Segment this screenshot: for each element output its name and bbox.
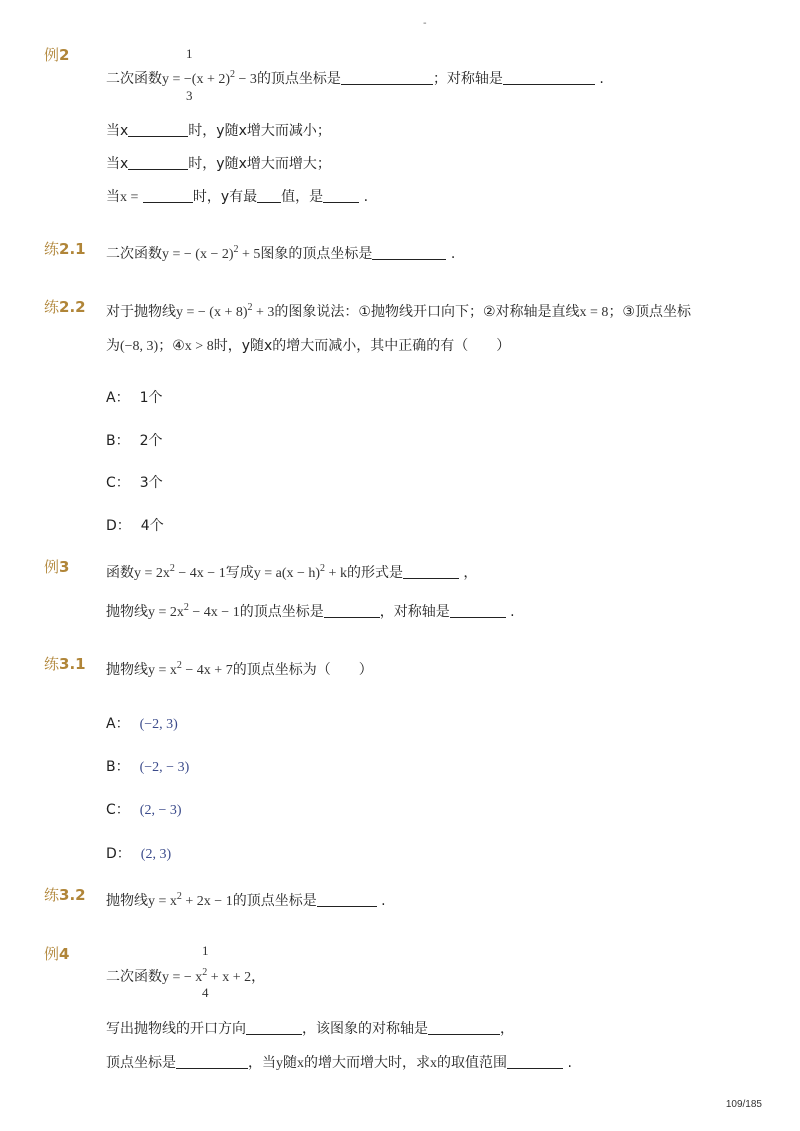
ex4-line-1: 二次函数y = − $x^2 + x + 2$， <box>106 967 266 985</box>
ex4-line-2: 写出抛物线的开口方向 ，该图象的对称轴是 ， <box>106 1021 514 1037</box>
example-2-tag: 例2 <box>44 46 70 64</box>
p31-option-a[interactable]: A： (−2, 3) <box>106 716 178 732</box>
header-mark: - <box>423 18 427 29</box>
ex2-line-1: 二次函数$y = -(x + 2)^2 - 3$的顶点坐标是 ；对称轴是 . <box>106 69 604 87</box>
ex2-line-3: 当x 时，y随x增大而增大； <box>106 156 331 172</box>
p22-option-d[interactable]: D： 4个 <box>106 518 164 534</box>
practice-2-1-tag: 练2.1 <box>44 240 86 258</box>
ex2-fraction-denominator: 3 <box>186 88 193 103</box>
p21-line: 二次函数y = − $(x - 2)^2 + 5$图象的顶点坐标是 . <box>106 244 456 262</box>
p22-line-2: 为(−8, 3)；④x > 8时，y随x的增大而减小，其中正确的有（ ） <box>106 338 511 354</box>
ex4-fraction-denominator: 4 <box>202 985 209 1000</box>
p31-line: 抛物线$y = x^2 - 4x + 7$的顶点坐标为（ ） <box>106 660 373 678</box>
p22-option-a[interactable]: A： 1个 <box>106 390 163 406</box>
p22-line-1: 对于抛物线y = − $(x + 8)^2 + 3$的图象说法：①抛物线开口向下；②对称轴是直线x = 8；③顶点坐标 <box>106 302 691 320</box>
ex2-line-4: 当x = 时，y有最 值，是 . <box>106 189 369 205</box>
practice-3-2-tag: 练3.2 <box>44 886 86 904</box>
p32-line: 抛物线$y = x^2 + 2x - 1$的顶点坐标是 . <box>106 891 386 909</box>
ex3-line-2: 抛物线$y = 2x^2 - 4x - 1$的顶点坐标是 ，对称轴是 . <box>106 602 515 620</box>
p31-option-d[interactable]: D： (2, 3) <box>106 846 172 862</box>
ex4-fraction-numerator: 1 <box>202 943 209 958</box>
p31-option-b[interactable]: B： (−2, − 3) <box>106 759 190 775</box>
p31-option-c[interactable]: C： (2, − 3) <box>106 802 182 818</box>
p22-option-b[interactable]: B： 2个 <box>106 433 163 449</box>
ex3-line-1: 函数$y = 2x^2 - 4x - 1$写成$y = a(x - h)^2 + k$的形式是 ， <box>106 563 478 581</box>
example-3-tag: 例3 <box>44 558 70 576</box>
practice-3-1-tag: 练3.1 <box>44 655 86 673</box>
ex2-line-2: 当x 时，y随x增大而减小； <box>106 123 331 139</box>
ex4-line-3: 顶点坐标是 ，当y随x的增大而增大时，求x的取值范围 . <box>106 1055 572 1071</box>
page-number: 109/185 <box>725 1099 762 1110</box>
example-4-tag: 例4 <box>44 945 70 963</box>
p22-option-c[interactable]: C： 3个 <box>106 475 163 491</box>
ex2-fraction-numerator: 1 <box>186 46 193 61</box>
practice-2-2-tag: 练2.2 <box>44 298 86 316</box>
